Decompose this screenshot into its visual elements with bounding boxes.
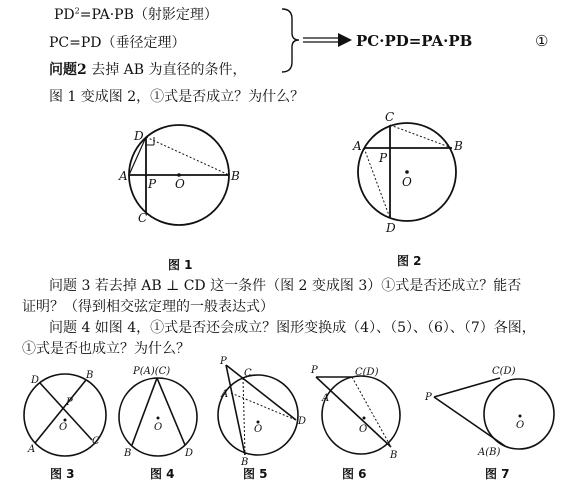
- fig6-segment-CB: [352, 377, 391, 447]
- figure-6: [310, 365, 400, 461]
- fig7-label-AB: A(B): [478, 447, 501, 458]
- fig3-label-B: B: [86, 370, 94, 381]
- fig5-segment-AD: [231, 393, 296, 420]
- fig5-label-C: C: [244, 368, 252, 379]
- fig1-label-P: P: [148, 177, 157, 191]
- fig5-label-D: D: [298, 416, 307, 427]
- fig2-label-C: C: [385, 110, 395, 124]
- double-arrow-icon: [303, 33, 352, 47]
- fig6-secant-PB: [316, 377, 391, 447]
- formula-number: ①: [535, 32, 549, 50]
- fig6-center-dot: [363, 417, 366, 420]
- fig3-chord-BA: [35, 380, 86, 443]
- fig6-label-A: A: [322, 393, 330, 404]
- fig4-label-top: P(A)(C): [133, 366, 171, 377]
- fig3-label-D: D: [31, 375, 40, 386]
- fig4-center-dot: [157, 417, 160, 420]
- figure-5: [218, 356, 306, 468]
- fig4-caption: 图 4: [150, 467, 175, 481]
- brace: [282, 9, 299, 72]
- figure-2: [352, 110, 463, 235]
- fig2-label-O: O: [402, 175, 412, 189]
- fig5-label-B: B: [241, 457, 249, 468]
- problem-4-line-2: ①式是否也成立？为什么？: [22, 341, 190, 357]
- fig7-label-O: O: [516, 420, 525, 431]
- fig4-label-O: O: [154, 422, 163, 433]
- fig6-label-P: P: [311, 365, 318, 376]
- fig6-label-B: B: [390, 450, 398, 461]
- fig4-chord-PD: [157, 378, 185, 445]
- fig2-label-P: P: [379, 151, 388, 165]
- fig1-caption: 图 1: [168, 258, 193, 272]
- fig1-label-A: A: [119, 169, 128, 183]
- fig1-label-O: O: [175, 177, 185, 191]
- fig6-circle: [322, 376, 400, 454]
- problem-2-line: 问题2 去掉 AB 为直径的条件，: [49, 62, 247, 78]
- problem-3-line-2: 证明？（得到相交弦定理的一般表达式）: [22, 299, 274, 315]
- fig4-chord-PB: [132, 378, 157, 445]
- fig2-label-D: D: [386, 221, 396, 235]
- fig3-label-C: C: [92, 436, 100, 447]
- fig7-label-CD: C(D): [492, 366, 516, 377]
- line-perpendicular-chord: PC=PD（垂径定理）: [49, 35, 186, 51]
- fig2-center-dot: [405, 170, 409, 174]
- fig3-caption: 图 3: [50, 467, 75, 481]
- fig2-segment-CB: [390, 125, 452, 148]
- problem-3-line-1: 问题 3 若去掉 AB ⊥ CD 这一条件（图 2 变成图 3）①式是否还成立？能否: [49, 278, 522, 294]
- line-projection-theorem: $PD^2=PA\cdot PB$（射影定理）: [54, 6, 218, 23]
- figure-4: [119, 366, 197, 459]
- fig7-tangent-PA: [434, 397, 505, 446]
- fig7-label-P: P: [425, 392, 432, 403]
- fig6-label-CD: C(D): [355, 367, 379, 378]
- problem-4-line-1: 问题 4 如图 4，①式是否还会成立？图形变换成（4）、（5）、（6）、（7）各图，: [49, 320, 536, 336]
- fig4-label-D: D: [185, 448, 194, 459]
- fig7-center-dot: [519, 415, 522, 418]
- fig1-label-B: B: [231, 169, 240, 183]
- fig4-label-B: B: [124, 448, 132, 459]
- fig5-caption: 图 5: [243, 467, 268, 481]
- fig5-label-O: O: [254, 424, 263, 435]
- fig2-label-B: B: [454, 139, 463, 153]
- fig2-label-A: A: [353, 139, 362, 153]
- fig2-caption: 图 2: [397, 254, 422, 268]
- fig1-label-D: D: [134, 129, 144, 143]
- figure-1: [118, 125, 240, 225]
- question-line-fig1-fig2: 图 1 变成图 2，①式是否成立？为什么？: [49, 89, 305, 105]
- figure-3: [24, 370, 106, 456]
- fig3-label-P: P: [66, 397, 73, 408]
- fig3-label-O: O: [59, 422, 68, 433]
- fig6-caption: 图 6: [342, 467, 367, 481]
- fig7-caption: 图 7: [485, 467, 510, 481]
- result-formula: PC·PD=PA·PB: [356, 32, 473, 50]
- fig6-label-O: O: [359, 424, 368, 435]
- fig5-label-A: A: [221, 389, 229, 400]
- figure-7: [424, 366, 554, 458]
- fig5-label-P: P: [220, 356, 227, 367]
- fig1-label-C: C: [138, 211, 148, 225]
- fig3-label-A: A: [28, 444, 36, 455]
